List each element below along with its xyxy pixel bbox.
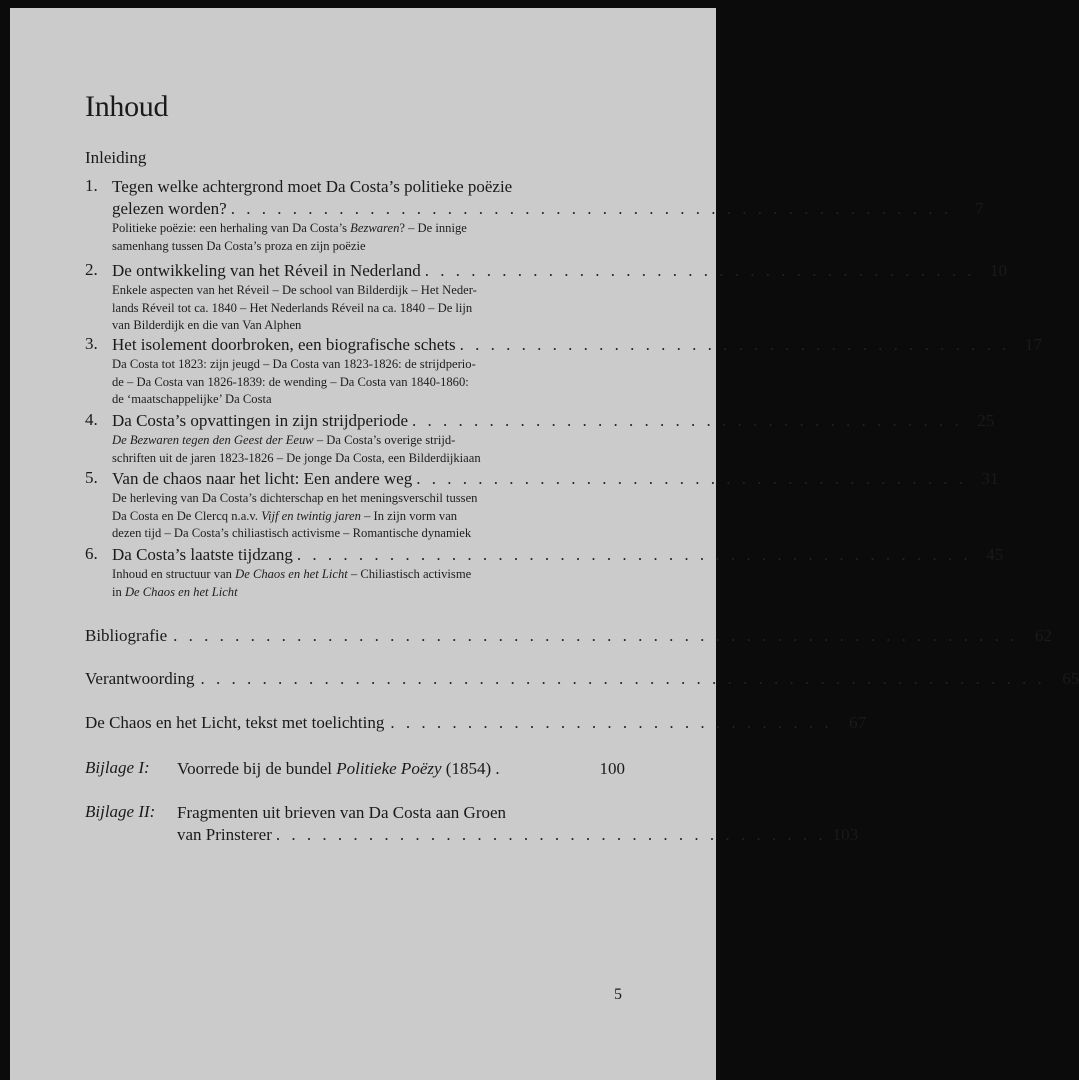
chapter-number: 3. <box>85 334 98 353</box>
chapter-number: 6. <box>85 544 98 563</box>
chapter-heading <box>112 410 995 432</box>
chapter-description: Inhoud en structuur van De Chaos en het Licht – Chiliastisch activisme in De Chaos en het Licht <box>112 567 472 599</box>
leader-dots: . . . . . . . . . . . . . . . . . . . . . . . . . . . . . . . . . . . . <box>275 825 827 844</box>
leader-dots: . . . . . . . . . . . . . . . . . . . . . . . . . . . . . . . . . . . . <box>424 261 975 280</box>
chapter-page: 10 <box>990 261 1007 280</box>
chapter-heading <box>112 544 1004 566</box>
appendix-page: 100 <box>599 759 625 778</box>
leader-dots: . . . . . . . . . . . . . . . . . . . . . . . . . . . . . . . . . . . . <box>416 469 967 488</box>
chapter-page: 25 <box>977 411 995 430</box>
section-page: 62 <box>1034 626 1052 645</box>
chapter-description: Enkele aspecten van het Réveil – De school van Bilderdijk – Het Neder- lands Réveil tot ca. 1840 – Het Nederlands Réveil na ca. 1840 – De lijn van Bilderdijk en die van Van Alphen <box>112 283 477 332</box>
section-verantwoording <box>85 669 1079 689</box>
chapter-heading-line: Da Costa’s laatste tijdzang <box>112 545 293 564</box>
chapter-heading-line: Da Costa’s opvattingen in zijn strijdperiode <box>112 411 409 430</box>
chapter-page: 45 <box>986 545 1004 564</box>
chapter-description: Politieke poëzie: een herhaling van Da Costa’s Bezwaren? – De innige samenhang tussen Da Costa’s proza en zijn poëzie <box>112 221 467 253</box>
section-label: Bibliografie <box>85 626 168 645</box>
chapter-description: De herleving van Da Costa’s dichterschap en het meningsverschil tussen Da Costa en De Clercq n.a.v. Vijf en twintig jaren – In zijn vorm van dezen tijd – Da Costa’s chiliastisch activisme – Romantische dynamiek <box>112 491 478 540</box>
toc-intro: Inleiding <box>85 148 147 167</box>
chapter-heading-line: Het isolement doorbroken, een biografische schets <box>112 335 456 354</box>
section-label: Verantwoording <box>85 669 195 688</box>
chapter-description: Da Costa tot 1823: zijn jeugd – Da Costa van 1823-1826: de strijdperio- de – Da Costa van 1826-1839: de wending – Da Costa van 1840-1860: de ‘maatschappelijke’ Da Costa <box>112 357 476 406</box>
page-number: 5 <box>614 986 622 1003</box>
chapter-number: 1. <box>85 176 98 195</box>
leader-dots: . . . . . . . . . . . . . . . . . . . . . . . . . . . . . . . . . . . . . . . . . . . . . . . . . . . . . . . <box>200 669 1046 688</box>
chapter-page: 31 <box>981 469 999 488</box>
section-label: De Chaos en het Licht, tekst met toelichting <box>85 713 385 732</box>
leader-dots: . . . . . . . . . . . . . . . . . . . . . . . . . . . . . . . . . . . . <box>412 411 963 430</box>
toc-title: Inhoud <box>85 90 169 123</box>
chapter-heading <box>112 468 999 490</box>
section-tekst <box>85 713 867 733</box>
appendix-title-cont: van Prinsterer <box>177 825 272 844</box>
chapter-number: 5. <box>85 468 98 487</box>
appendix-title: Fragmenten uit brieven van Da Costa aan Groen <box>177 803 507 822</box>
chapter-page: 7 <box>974 199 984 218</box>
chapter-heading-line: Tegen welke achtergrond moet Da Costa’s politieke poëzie <box>112 177 513 196</box>
leader-dots: . . . . . . . . . . . . . . . . . . . . . . . . . . . . . . . . . . . . <box>459 335 1010 354</box>
appendix-title: Voorrede bij de bundel Politieke Poëzy (1854) . <box>177 759 500 778</box>
chapter-page: 17 <box>1024 335 1042 354</box>
appendix-label: Bijlage II: <box>85 802 156 821</box>
book-page <box>10 8 1079 1080</box>
chapter-number: 4. <box>85 410 98 429</box>
appendix-label: Bijlage I: <box>85 758 150 777</box>
chapter-heading-line: gelezen worden? <box>112 199 227 218</box>
section-page: 65 <box>1062 669 1079 688</box>
section-page: 67 <box>849 713 867 732</box>
chapter-heading: Tegen welke achtergrond moet Da Costa’s politieke poëzie gelezen worden? . . . . . . . . . . . . . . . . . . . . . . . . . . . . . . . . . . . . . . . . . . . . . . . 7 <box>112 177 984 218</box>
chapter-heading <box>112 334 1042 356</box>
leader-dots: . . . . . . . . . . . . . . . . . . . . . . . . . . . . . <box>390 713 833 732</box>
leader-dots: . . . . . . . . . . . . . . . . . . . . . . . . . . . . . . . . . . . . . . . . . . . . . . . . . . . . . . . <box>173 626 1018 645</box>
chapter-heading <box>112 260 1007 282</box>
section-bibliografie <box>85 626 1052 646</box>
leader-dots: . . . . . . . . . . . . . . . . . . . . . . . . . . . . . . . . . . . . . . . . . . . . <box>296 545 972 564</box>
appendix-page: 103 <box>832 825 859 844</box>
chapter-number: 2. <box>85 260 98 279</box>
chapter-heading-line: Van de chaos naar het licht: Een andere weg <box>112 469 413 488</box>
chapter-description: De Bezwaren tegen den Geest der Eeuw – Da Costa’s overige strijd- schriften uit de jaren 1823-1826 – De jonge Da Costa, een Bilderdijkiaan <box>112 433 481 465</box>
chapter-heading-line: De ontwikkeling van het Réveil in Nederland <box>112 261 421 280</box>
